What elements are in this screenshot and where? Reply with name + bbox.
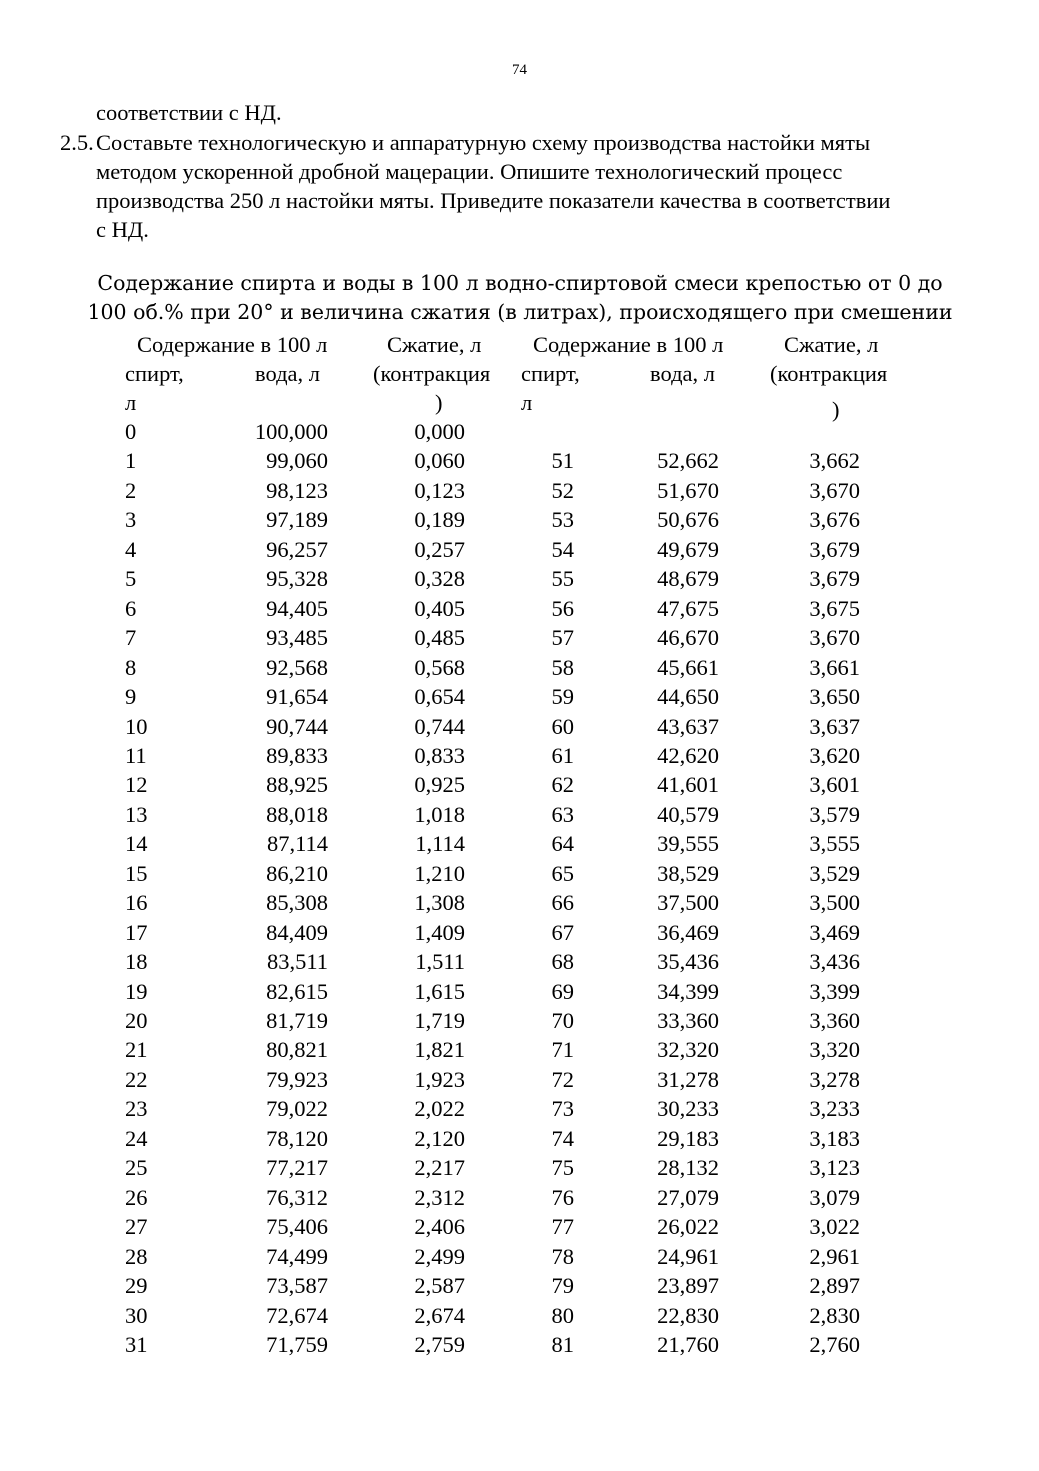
cell-spirit-right: 51	[551, 448, 574, 474]
cell-spirit-left: 23	[125, 1096, 148, 1122]
cell-spirit-right: 78	[551, 1243, 574, 1269]
cell-contraction-right: 3,469	[809, 919, 860, 945]
cell-spirit-left: 31	[125, 1331, 148, 1357]
cell-spirit-right: 59	[551, 684, 574, 710]
cell-spirit-left: 16	[125, 890, 148, 916]
cell-water-right: 52,662	[657, 448, 719, 474]
cell-spirit-right: 57	[551, 625, 574, 651]
cell-water-right: 48,679	[657, 566, 719, 592]
cell-water-left: 72,674	[266, 1302, 328, 1328]
cell-water-left: 86,210	[266, 860, 328, 886]
cell-spirit-left: 30	[125, 1302, 148, 1328]
continuation-text: соответствии с НД.	[96, 100, 282, 125]
cell-spirit-left: 18	[125, 949, 148, 975]
cell-spirit-left: 9	[125, 684, 137, 710]
cell-spirit-right: 67	[551, 919, 574, 945]
cell-contraction-left: 2,312	[414, 1184, 465, 1210]
cell-contraction-right: 2,961	[809, 1243, 860, 1269]
cell-contraction-left: 0,485	[414, 625, 465, 651]
cell-spirit-right: 77	[551, 1214, 574, 1240]
cell-spirit-right: 55	[551, 566, 574, 592]
cell-contraction-left: 2,499	[414, 1243, 465, 1269]
caption-line: Содержание спирта и воды в 100 л водно-спиртовой смеси крепостью от 0 до	[97, 271, 943, 295]
cell-contraction-right: 3,079	[809, 1184, 860, 1210]
cell-water-left: 91,654	[266, 684, 328, 710]
cell-water-right: 28,132	[657, 1155, 719, 1181]
cell-contraction-right: 3,670	[809, 625, 860, 651]
cell-water-left: 96,257	[266, 536, 328, 562]
cell-contraction-left: 2,120	[414, 1125, 465, 1151]
item-body	[96, 128, 966, 244]
cell-water-left: 78,120	[266, 1125, 328, 1151]
cell-water-right: 29,183	[657, 1125, 719, 1151]
cell-spirit-left: 12	[125, 772, 148, 798]
cell-contraction-right: 3,183	[809, 1125, 860, 1151]
header-content-left: Содержание в 100 л	[137, 332, 328, 357]
cell-water-left: 87,114	[266, 831, 328, 857]
cell-contraction-right: 3,670	[809, 477, 860, 503]
cell-spirit-right: 81	[551, 1331, 574, 1357]
cell-water-left: 88,018	[266, 801, 328, 827]
cell-spirit-right: 71	[551, 1037, 574, 1063]
cell-contraction-right: 3,233	[809, 1096, 860, 1122]
cell-water-right: 42,620	[657, 742, 719, 768]
cell-water-left: 85,308	[266, 890, 328, 916]
item-line: производства 250 л настойки мяты. Приведите показатели качества в соответствии	[96, 188, 891, 213]
cell-spirit-right: 68	[551, 949, 574, 975]
cell-water-left: 83,511	[266, 949, 328, 975]
cell-contraction-right: 3,399	[809, 978, 860, 1004]
cell-spirit-left: 15	[125, 860, 148, 886]
cell-contraction-left: 0,654	[414, 684, 465, 710]
cell-contraction-right: 3,500	[809, 890, 860, 916]
cell-contraction-right: 3,320	[809, 1037, 860, 1063]
cell-water-right: 30,233	[657, 1096, 719, 1122]
cell-contraction-left: 1,210	[414, 860, 465, 886]
cell-water-left: 89,833	[266, 742, 328, 768]
cell-water-right: 32,320	[657, 1037, 719, 1063]
cell-water-right: 41,601	[657, 772, 719, 798]
header-paren-right: )	[832, 397, 840, 422]
cell-contraction-left: 0,328	[414, 566, 465, 592]
cell-spirit-left: 8	[125, 654, 137, 680]
cell-water-left: 79,022	[266, 1096, 328, 1122]
header-contraction-left: (контракция	[373, 361, 491, 386]
cell-spirit-right: 52	[551, 477, 574, 503]
cell-spirit-right: 74	[551, 1125, 574, 1151]
cell-water-left: 74,499	[266, 1243, 328, 1269]
cell-contraction-left: 1,821	[414, 1037, 465, 1063]
cell-water-right: 50,676	[657, 507, 719, 533]
item-line: Составьте технологическую и аппаратурную схему производства настойки мяты	[96, 130, 871, 155]
cell-water-left: 99,060	[266, 448, 328, 474]
cell-spirit-left: 5	[125, 566, 137, 592]
cell-spirit-left: 7	[125, 625, 137, 651]
cell-water-right: 27,079	[657, 1184, 719, 1210]
cell-spirit-left: 28	[125, 1243, 148, 1269]
cell-water-right: 23,897	[657, 1273, 719, 1299]
cell-water-right: 22,830	[657, 1302, 719, 1328]
cell-contraction-left: 0,925	[414, 772, 465, 798]
cell-water-left: 71,759	[266, 1331, 328, 1357]
cell-contraction-left: 0,257	[414, 536, 465, 562]
cell-spirit-left: 19	[125, 978, 148, 1004]
header-contraction-right: (контракция	[770, 361, 888, 386]
cell-water-right: 33,360	[657, 1008, 719, 1033]
cell-water-left: 95,328	[266, 566, 328, 592]
cell-contraction-left: 1,923	[414, 1066, 465, 1092]
cell-spirit-right: 65	[551, 860, 574, 886]
cell-contraction-right: 3,278	[809, 1066, 860, 1092]
cell-contraction-right: 3,022	[809, 1214, 860, 1240]
cell-contraction-left: 0,123	[414, 477, 465, 503]
cell-contraction-left: 1,511	[415, 949, 465, 975]
cell-water-left: 75,406	[266, 1214, 328, 1240]
cell-contraction-left: 0,000	[414, 419, 465, 444]
cell-water-right: 37,500	[657, 890, 719, 916]
cell-water-left: 90,744	[266, 713, 328, 739]
cell-spirit-left: 25	[125, 1155, 148, 1181]
header-water-left: вода, л	[255, 361, 320, 386]
header-paren-left: )	[435, 390, 443, 415]
cell-spirit-right: 61	[551, 742, 574, 768]
cell-spirit-left: 13	[125, 801, 148, 827]
cell-contraction-left: 2,759	[414, 1331, 465, 1357]
cell-water-left: 93,485	[266, 625, 328, 651]
cell-spirit-right: 80	[551, 1302, 574, 1328]
cell-contraction-left: 2,217	[414, 1155, 465, 1181]
cell-water-right: 40,579	[657, 801, 719, 827]
cell-spirit-left: 26	[125, 1184, 148, 1210]
cell-spirit-right: 63	[551, 801, 574, 827]
cell-contraction-right: 3,436	[809, 949, 860, 975]
cell-spirit-left: 21	[125, 1037, 148, 1063]
cell-spirit-left: 27	[125, 1214, 148, 1240]
cell-water-left: 100,000	[254, 419, 328, 444]
cell-water-right: 38,529	[657, 860, 719, 886]
cell-contraction-left: 1,615	[414, 978, 465, 1004]
cell-contraction-right: 3,555	[809, 831, 860, 857]
cell-spirit-left: 17	[125, 919, 148, 945]
cell-spirit-right: 70	[551, 1008, 574, 1033]
cell-contraction-left: 0,189	[414, 507, 465, 533]
cell-water-left: 79,923	[266, 1066, 328, 1092]
cell-contraction-left: 0,744	[414, 713, 465, 739]
cell-spirit-right: 58	[551, 654, 574, 680]
header-spirit-left: спирт,	[125, 361, 184, 386]
cell-water-left: 81,719	[266, 1008, 328, 1033]
table-caption	[60, 269, 980, 327]
cell-spirit-right: 64	[551, 831, 574, 857]
cell-water-left: 88,925	[266, 772, 328, 798]
cell-contraction-left: 1,114	[415, 831, 465, 857]
header-unit-left: л	[125, 390, 137, 415]
cell-water-right: 44,650	[657, 684, 719, 710]
cell-contraction-right: 3,579	[809, 801, 860, 827]
cell-spirit-left: 24	[125, 1125, 148, 1151]
cell-spirit-right: 56	[551, 595, 574, 621]
cell-contraction-left: 1,409	[414, 919, 465, 945]
cell-water-left: 82,615	[266, 978, 328, 1004]
cell-spirit-left: 1	[125, 448, 137, 474]
cell-contraction-left: 1,018	[414, 801, 465, 827]
cell-contraction-left: 1,719	[414, 1008, 465, 1033]
cell-water-right: 46,670	[657, 625, 719, 651]
cell-contraction-left: 2,674	[414, 1302, 465, 1328]
cell-contraction-left: 0,405	[414, 595, 465, 621]
cell-contraction-left: 1,308	[414, 890, 465, 916]
cell-contraction-right: 2,830	[809, 1302, 860, 1328]
cell-spirit-right: 75	[551, 1155, 574, 1181]
cell-water-left: 84,409	[266, 919, 328, 945]
cell-water-right: 34,399	[657, 978, 719, 1004]
header-unit-right: л	[521, 390, 533, 415]
cell-spirit-right: 53	[551, 507, 574, 533]
cell-spirit-left: 2	[125, 477, 137, 503]
cell-spirit-right: 72	[551, 1066, 574, 1092]
cell-water-left: 80,821	[266, 1037, 328, 1063]
cell-water-right: 35,436	[657, 949, 719, 975]
item-number: 2.5.	[60, 130, 94, 155]
cell-contraction-right: 3,679	[809, 566, 860, 592]
cell-contraction-right: 3,650	[809, 684, 860, 710]
header-content-right: Содержание в 100 л	[533, 332, 724, 357]
cell-water-left: 97,189	[266, 507, 328, 533]
cell-water-left: 92,568	[266, 654, 328, 680]
cell-contraction-right: 3,123	[809, 1155, 860, 1181]
cell-water-left: 98,123	[266, 477, 328, 503]
cell-spirit-left: 22	[125, 1066, 148, 1092]
cell-contraction-right: 3,661	[809, 654, 860, 680]
cell-water-right: 39,555	[657, 831, 719, 857]
header-water-right: вода, л	[650, 361, 715, 386]
cell-water-right: 45,661	[657, 654, 719, 680]
cell-water-left: 94,405	[266, 595, 328, 621]
cell-contraction-left: 2,022	[414, 1096, 465, 1122]
cell-water-right: 51,670	[657, 477, 719, 503]
cell-spirit-left: 0	[125, 419, 137, 444]
cell-spirit-left: 20	[125, 1008, 148, 1033]
header-shrink-right: Сжатие, л	[784, 332, 879, 357]
cell-water-right: 26,022	[657, 1214, 719, 1240]
cell-contraction-right: 3,676	[809, 507, 860, 533]
cell-contraction-left: 0,060	[414, 448, 465, 474]
caption-line: 100 об.% при 20° и величина сжатия (в литрах), происходящего при смешении	[87, 300, 953, 324]
cell-spirit-left: 10	[125, 713, 148, 739]
cell-contraction-right: 2,760	[809, 1331, 860, 1357]
cell-contraction-right: 3,637	[809, 713, 860, 739]
cell-contraction-right: 3,529	[809, 860, 860, 886]
cell-contraction-right: 3,360	[809, 1008, 860, 1033]
cell-water-left: 77,217	[266, 1155, 328, 1181]
cell-water-right: 31,278	[657, 1066, 719, 1092]
cell-contraction-left: 2,406	[414, 1214, 465, 1240]
cell-contraction-left: 0,833	[414, 742, 465, 768]
cell-spirit-right: 60	[551, 713, 574, 739]
cell-water-right: 47,675	[657, 595, 719, 621]
cell-water-right: 36,469	[657, 919, 719, 945]
cell-spirit-right: 73	[551, 1096, 574, 1122]
cell-spirit-left: 4	[125, 536, 137, 562]
cell-spirit-right: 66	[551, 890, 574, 916]
cell-contraction-right: 3,662	[809, 448, 860, 474]
cell-spirit-left: 6	[125, 595, 137, 621]
page-number: 74	[512, 62, 527, 78]
item-line: с НД.	[96, 217, 149, 242]
cell-spirit-right: 76	[551, 1184, 574, 1210]
cell-contraction-right: 3,620	[809, 742, 860, 768]
cell-contraction-left: 0,568	[414, 654, 465, 680]
cell-contraction-right: 3,675	[809, 595, 860, 621]
cell-water-right: 21,760	[657, 1331, 719, 1357]
cell-spirit-left: 29	[125, 1273, 148, 1299]
cell-spirit-left: 14	[125, 831, 148, 857]
cell-spirit-left: 11	[125, 742, 147, 768]
cell-water-left: 76,312	[266, 1184, 328, 1210]
cell-contraction-right: 3,601	[809, 772, 860, 798]
cell-water-right: 43,637	[657, 713, 719, 739]
cell-contraction-left: 2,587	[414, 1273, 465, 1299]
cell-contraction-right: 3,679	[809, 536, 860, 562]
cell-spirit-right: 79	[551, 1273, 574, 1299]
cell-water-right: 24,961	[657, 1243, 719, 1269]
cell-spirit-left: 3	[125, 507, 137, 533]
item-line: методом ускоренной дробной мацерации. Опишите технологический процесс	[96, 159, 843, 184]
cell-spirit-right: 69	[551, 978, 574, 1004]
cell-contraction-right: 2,897	[809, 1273, 860, 1299]
header-shrink-left: Сжатие, л	[387, 332, 482, 357]
cell-spirit-right: 54	[551, 536, 574, 562]
cell-water-right: 49,679	[657, 536, 719, 562]
cell-water-left: 73,587	[266, 1273, 328, 1299]
cell-spirit-right: 62	[551, 772, 574, 798]
header-spirit-right: спирт,	[521, 361, 580, 386]
